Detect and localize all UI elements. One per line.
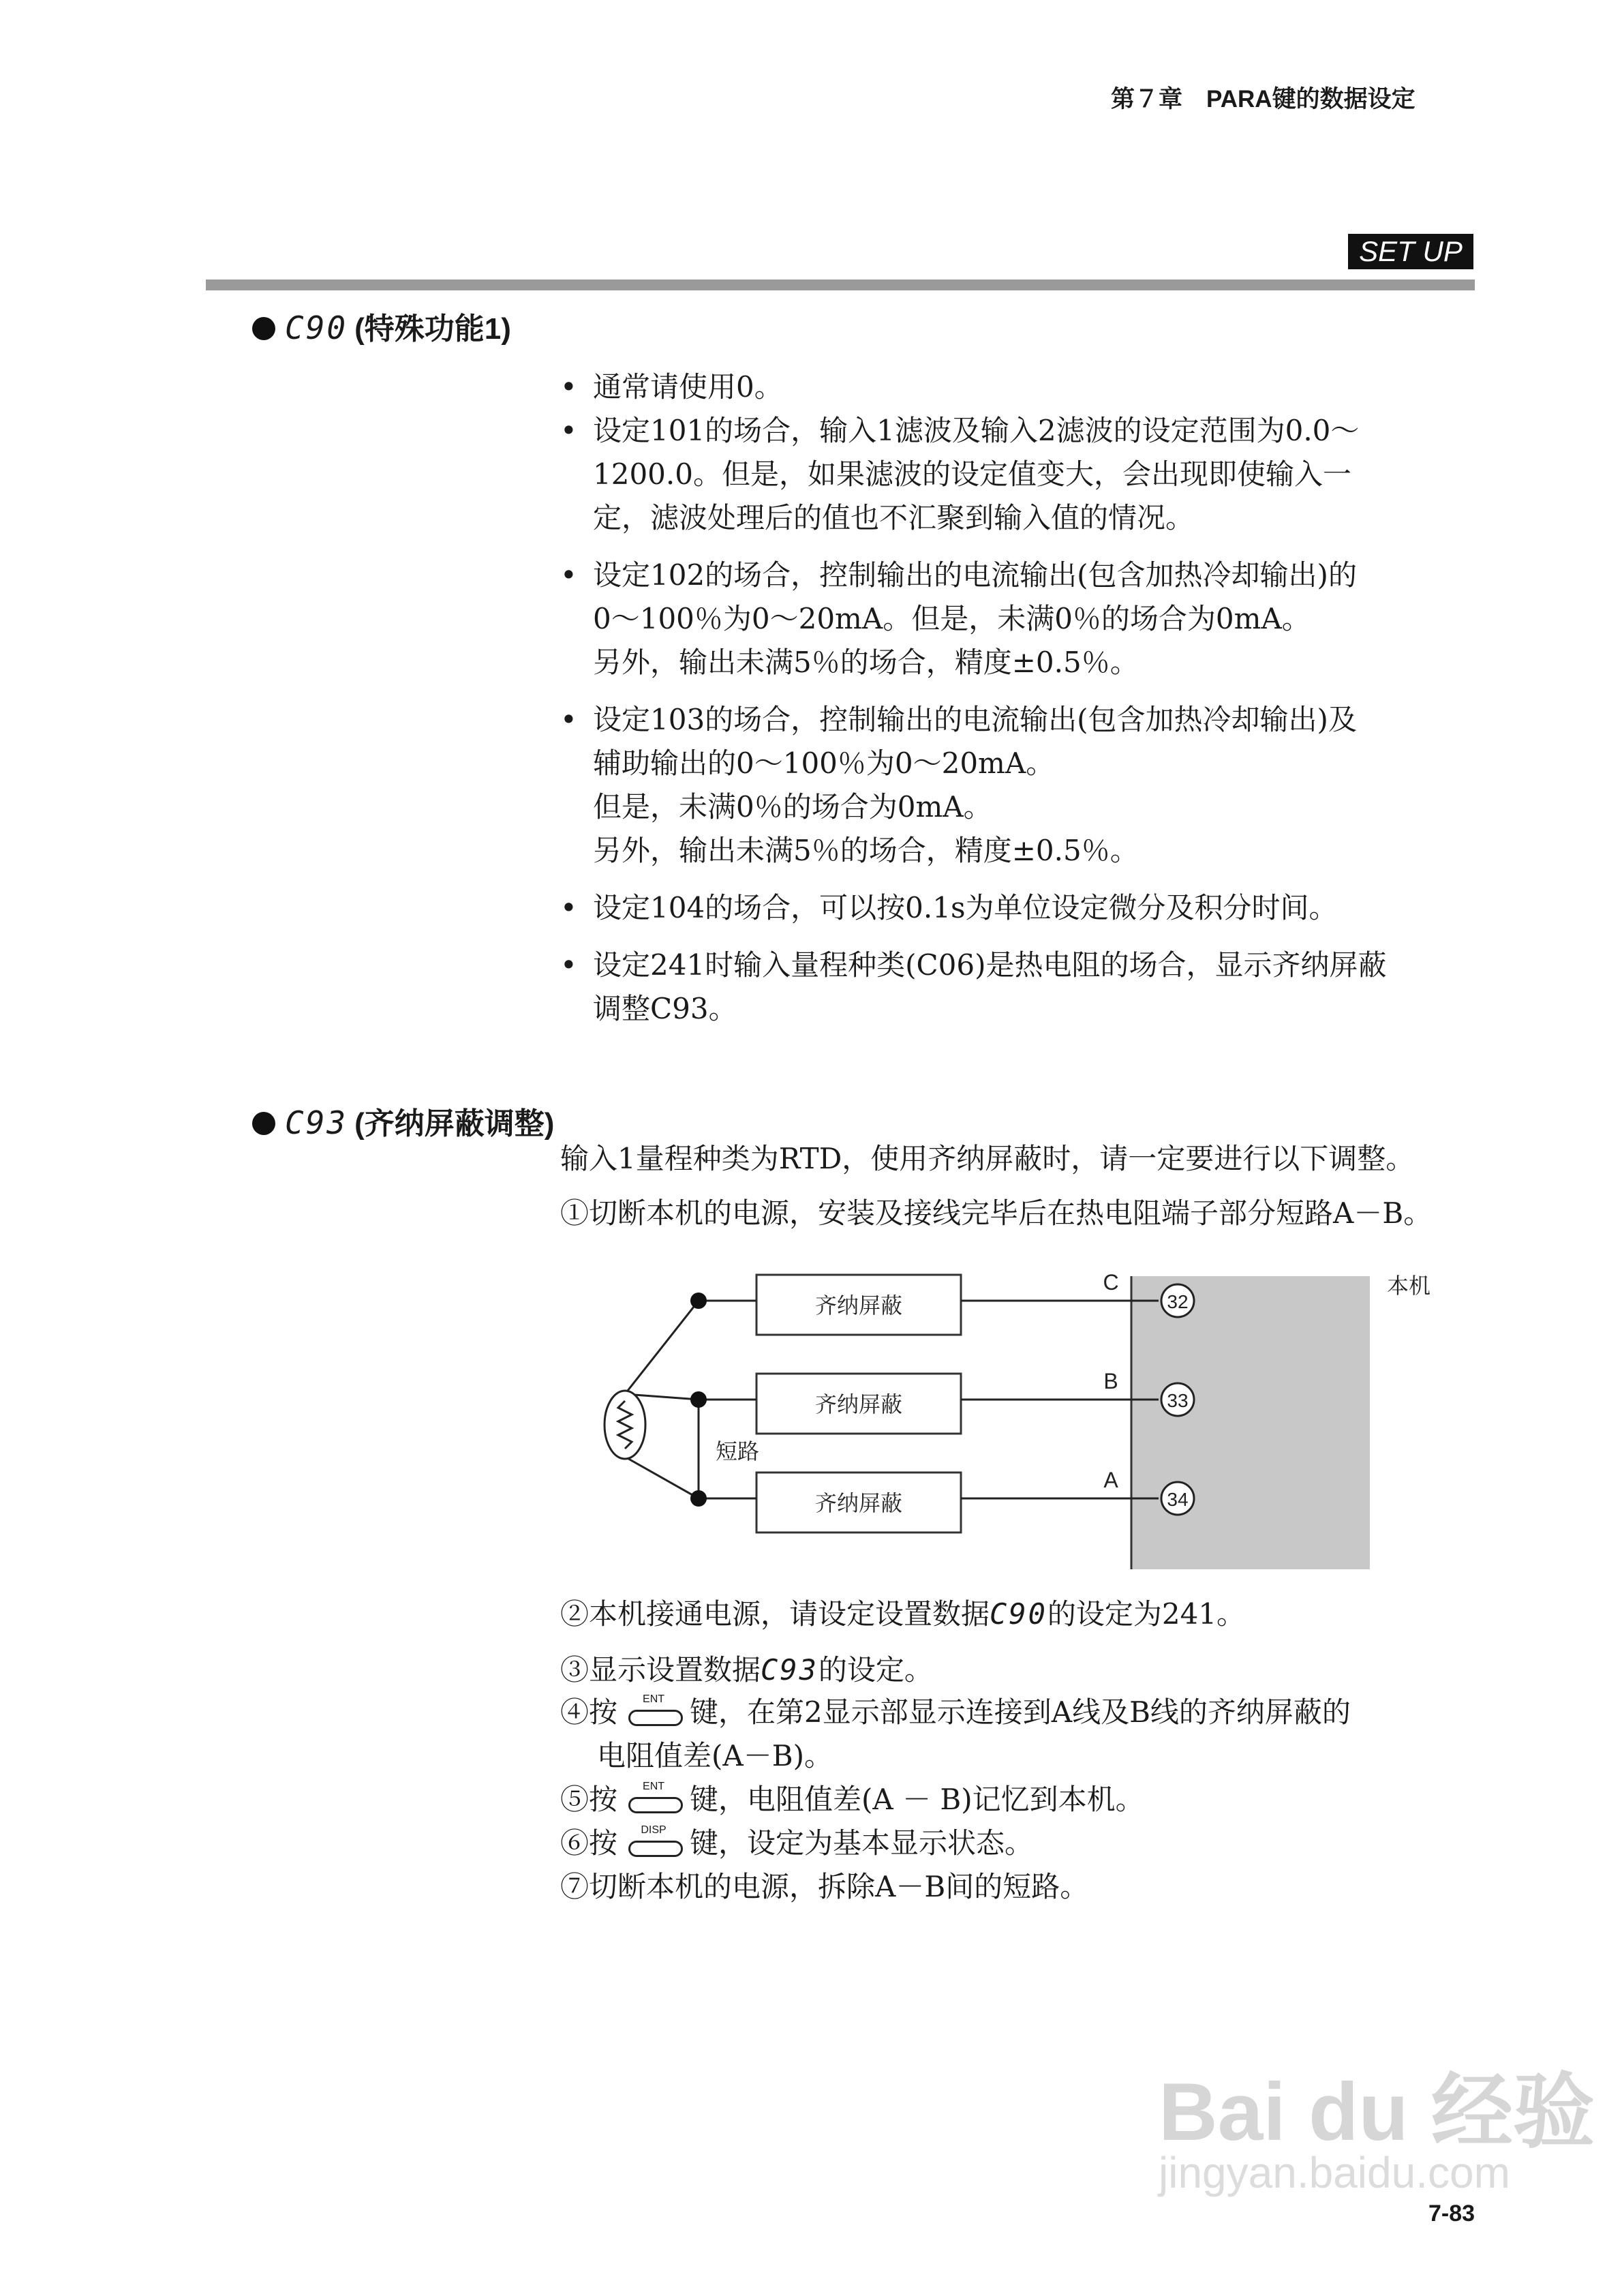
setup-badge: SET UP — [1348, 234, 1473, 269]
disp-key-icon — [624, 1824, 683, 1860]
list-item — [560, 409, 1501, 540]
wiring-diagram — [586, 1254, 1472, 1575]
bullet-line: • 设定103的场合，控制输出的电流输出(包含加热冷却输出)及 — [593, 703, 1357, 736]
watermark-url: jingyan.baidu.com — [1159, 2148, 1510, 2197]
bullet-line: 另外，输出未满5％的场合，精度±0.5％。 — [593, 834, 1139, 867]
wire — [625, 1457, 699, 1498]
list-item — [560, 943, 1501, 1031]
section-rule — [206, 280, 1475, 290]
c90-code: C90 — [285, 309, 348, 346]
step-text: ③显示设置数据 — [560, 1653, 761, 1687]
c93-code: C93 — [761, 1653, 818, 1687]
c90-title: (特殊功能1) — [354, 312, 511, 346]
c93-step-2 — [560, 1592, 1245, 1636]
bullet-line: 调整C93。 — [593, 992, 737, 1025]
barrier-label: 齐纳屏蔽 — [814, 1391, 903, 1417]
c93-intro: 输入1量程种类为RTD，使用齐纳屏蔽时，请一定要进行以下调整。 — [560, 1142, 1415, 1175]
step-text: ⑥按 — [560, 1826, 618, 1860]
bullet-line: 辅助输出的0～100％为0～20mA。 — [593, 746, 1055, 780]
unit-panel — [1131, 1276, 1370, 1569]
ent-key-icon — [624, 1781, 683, 1816]
bullet-line: • 设定104的场合，可以按0.1s为单位设定微分及积分时间。 — [593, 891, 1338, 924]
list-item — [560, 365, 1501, 409]
line-letter: C — [1103, 1270, 1119, 1295]
step-text: 的设定为241。 — [1047, 1597, 1246, 1631]
c93-step-6 — [560, 1822, 1033, 1865]
watermark-logo: Bai du 经验 — [1159, 2066, 1595, 2158]
bullet-line: • 设定102的场合，控制输出的电流输出(包含加热冷却输出)的 — [593, 558, 1357, 592]
list-item — [560, 554, 1501, 684]
step-text: ④按 — [560, 1695, 618, 1729]
step-text: 键，电阻值差(A － B)记忆到本机。 — [690, 1783, 1144, 1816]
c93-step-5 — [560, 1778, 1144, 1822]
step-text: 的设定。 — [818, 1653, 933, 1687]
c93-code: C93 — [285, 1104, 348, 1141]
line-letter: A — [1103, 1468, 1118, 1492]
bullet-line: • 设定101的场合，输入1滤波及输入2滤波的设定范围为0.0～ — [593, 414, 1360, 447]
list-item — [560, 698, 1501, 873]
list-item — [560, 886, 1501, 930]
line-letter: B — [1103, 1369, 1118, 1393]
c93-step-4-cont: 电阻值差(A－B)。 — [597, 1739, 833, 1772]
ent-key-icon — [624, 1693, 683, 1729]
page-number: 7-83 — [1428, 2201, 1475, 2226]
c93-step-3 — [560, 1648, 933, 1692]
c93-step-4 — [560, 1691, 1351, 1734]
c90-heading — [252, 304, 511, 348]
c93-step-1: ①切断本机的电源，安装及接线完毕后在热电阻端子部分短路A－B。 — [560, 1196, 1433, 1230]
c93-title: (齐纳屏蔽调整) — [354, 1107, 555, 1141]
bullet-dot-icon — [252, 1112, 275, 1135]
bullet-line: • 通常请使用0。 — [593, 370, 783, 404]
c93-step-7: ⑦切断本机的电源，拆除A－B间的短路。 — [560, 1870, 1089, 1903]
chapter-header: 第７章 PARA键的数据设定 — [1111, 86, 1416, 112]
barrier-label: 齐纳屏蔽 — [814, 1490, 903, 1516]
step-text: 键，在第2显示部显示连接到A线及B线的齐纳屏蔽的 — [690, 1695, 1351, 1729]
short-label: 短路 — [716, 1438, 760, 1464]
terminal-number: 32 — [1167, 1291, 1189, 1312]
c90-bullet-list — [560, 365, 1501, 1031]
key-label: ENT — [643, 1693, 665, 1705]
bullet-line: 1200.0。但是，如果滤波的设定值变大，会出现即使输入一 — [593, 457, 1351, 491]
wire — [625, 1301, 699, 1394]
terminal-number: 34 — [1167, 1489, 1189, 1510]
bullet-line: 0～100％为0～20mA。但是，未满0％的场合为0mA。 — [593, 602, 1311, 635]
junction-dot — [690, 1490, 707, 1507]
c90-code: C90 — [990, 1597, 1047, 1631]
step-text: ⑤按 — [560, 1783, 618, 1816]
step-text: ②本机接通电源，请设定设置数据 — [560, 1597, 990, 1631]
bullet-line: 但是，未满0％的场合为0mA。 — [593, 790, 992, 824]
terminal-number: 33 — [1167, 1390, 1189, 1411]
bullet-line: • 设定241时输入量程种类(C06)是热电阻的场合，显示齐纳屏蔽 — [593, 948, 1387, 982]
step-text: 键，设定为基本显示状态。 — [690, 1826, 1034, 1860]
junction-dot — [690, 1293, 707, 1309]
unit-label: 本机 — [1387, 1273, 1431, 1299]
key-label: DISP — [641, 1824, 667, 1836]
junction-dot — [690, 1391, 707, 1408]
bullet-dot-icon — [252, 317, 275, 340]
key-label: ENT — [643, 1781, 665, 1792]
barrier-label: 齐纳屏蔽 — [814, 1293, 903, 1318]
c93-heading — [252, 1099, 554, 1143]
bullet-line: 另外，输出未满5％的场合，精度±0.5％。 — [593, 646, 1139, 679]
bullet-line: 定，滤波处理后的值也不汇聚到输入值的情况。 — [593, 501, 1195, 534]
